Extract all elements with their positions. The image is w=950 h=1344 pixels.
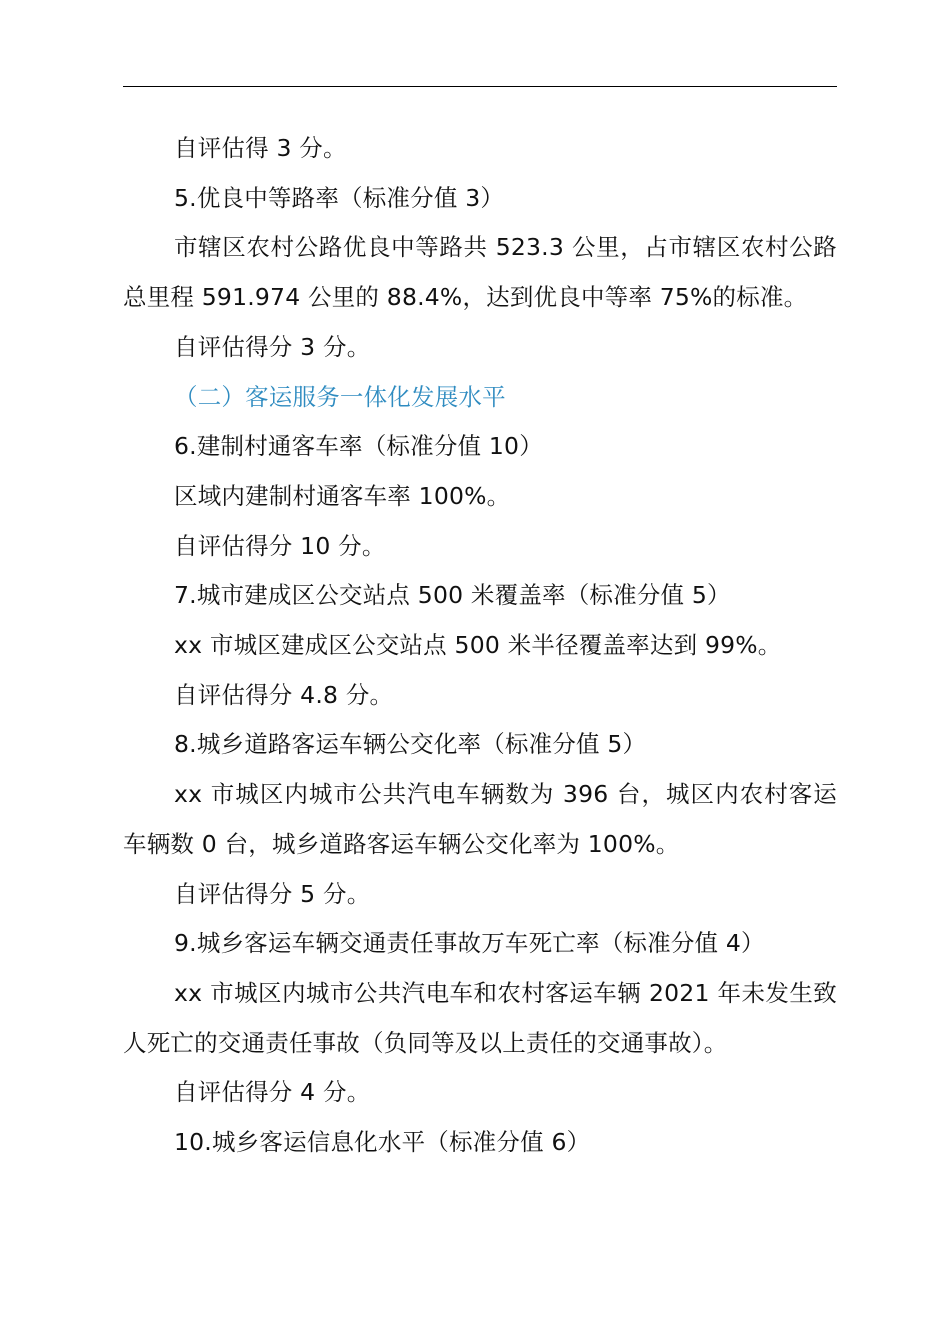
item-title-8: 8.城乡道路客运车辆公交化率（标准分值 5） — [174, 730, 647, 759]
body-paragraph: 区域内建制村通客车率 100%。 — [174, 481, 511, 510]
document-body — [123, 124, 837, 1168]
body-paragraph: 市辖区农村公路优良中等路共 523.3 公里，占市辖区农村公路总里程 591.974 公里的 88.4%，达到优良中等率 75%的标准。 — [123, 233, 837, 312]
item-title-10: 10.城乡客运信息化水平（标准分值 6） — [174, 1128, 591, 1157]
body-paragraph: xx 市城区建成区公交站点 500 米半径覆盖率达到 99%。 — [174, 631, 782, 660]
body-paragraph: xx 市城区内城市公共汽电车辆数为 396 台，城区内农村客运车辆数 0 台，城乡道路客运车辆公交化率为 100%。 — [123, 780, 837, 858]
section-heading-2: （二）客运服务一体化发展水平 — [174, 382, 506, 411]
score-paragraph: 自评估得分 4.8 分。 — [174, 680, 394, 709]
body-paragraph: xx 市城区内城市公共汽电车和农村客运车辆 2021 年未发生致人死亡的交通责任事故（负同等及以上责任的交通事故）。 — [123, 978, 837, 1057]
score-paragraph: 自评估得 3 分。 — [174, 134, 347, 162]
item-title-7: 7.城市建成区公交站点 500 米覆盖率（标准分值 5） — [174, 581, 731, 610]
header-rule — [123, 86, 837, 87]
item-title-6: 6.建制村通客车率（标准分值 10） — [174, 432, 543, 461]
item-title-9: 9.城乡客运车辆交通责任事故万车死亡率（标准分值 4） — [174, 929, 765, 958]
score-paragraph: 自评估得分 10 分。 — [174, 531, 386, 560]
score-paragraph: 自评估得分 3 分。 — [174, 332, 371, 361]
score-paragraph: 自评估得分 5 分。 — [174, 879, 371, 908]
item-title-5: 5.优良中等路率（标准分值 3） — [174, 183, 505, 212]
score-paragraph: 自评估得分 4 分。 — [174, 1078, 371, 1107]
